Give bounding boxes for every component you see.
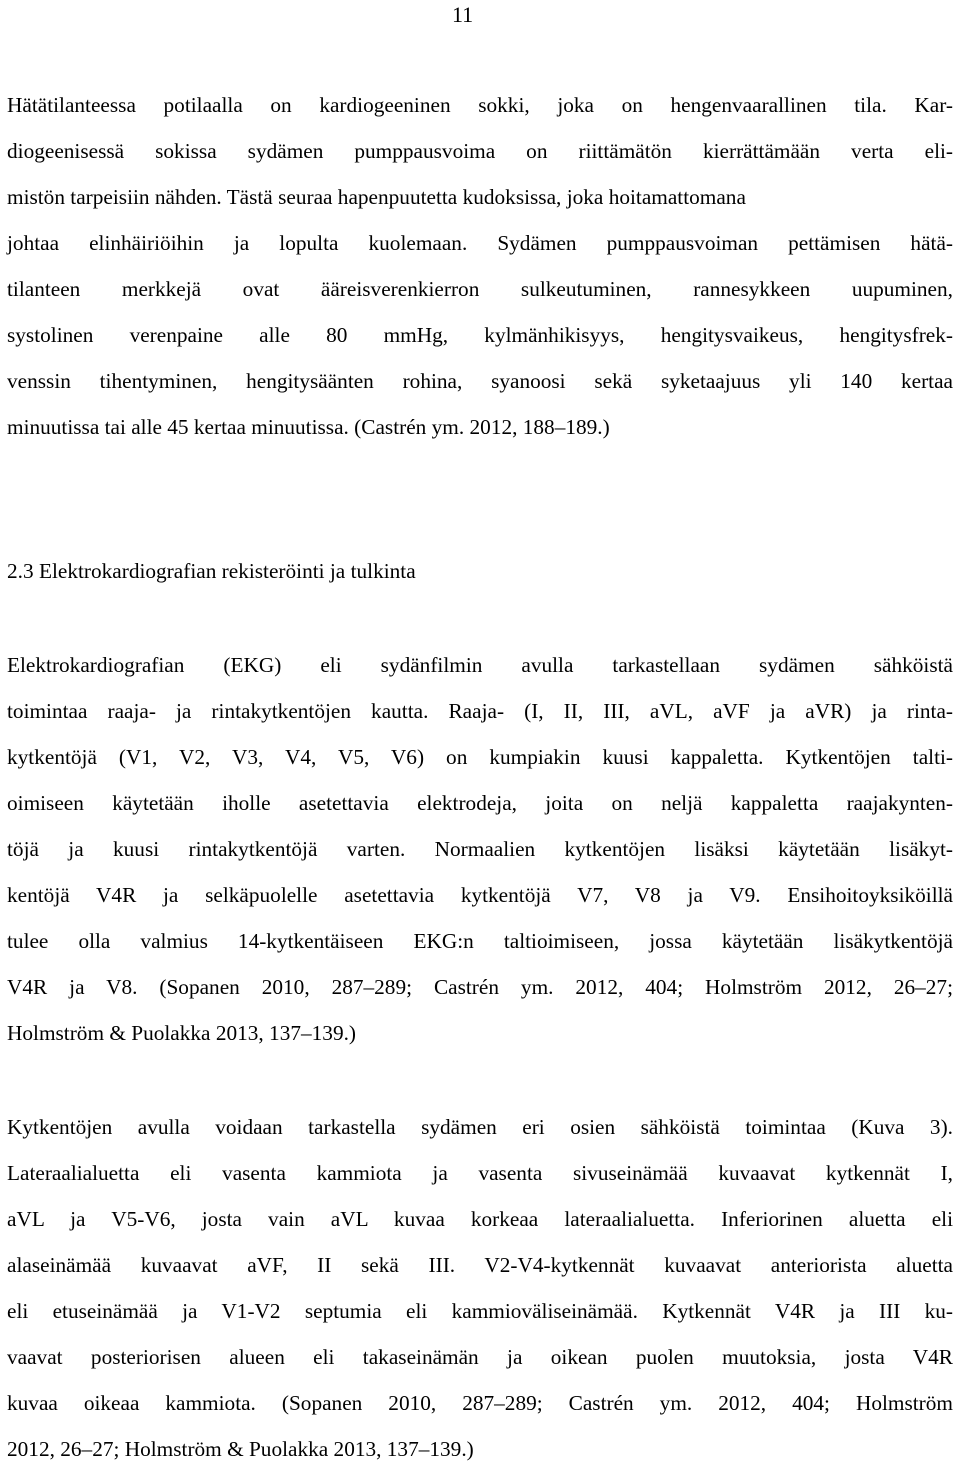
- text-line: systolinen verenpaine alle 80 mmHg, kylmänhikisyys, hengitysvaikeus, hengitysfrek-: [7, 323, 953, 347]
- text-line: kuvaa oikeaa kammiota. (Sopanen 2010, 287–289; Castrén ym. 2012, 404; Holmström: [7, 1391, 953, 1415]
- text-line: mistön tarpeisiin nähden. Tästä seuraa hapenpuutetta kudoksissa, joka hoitamattomana: [7, 185, 746, 209]
- text-line: Kytkentöjen avulla voidaan tarkastella sydämen eri osien sähköistä toimintaa (Kuva 3).: [7, 1115, 953, 1139]
- text-line: alaseinämää kuvaavat aVF, II sekä III. V2-V4-kytkennät kuvaavat anteriorista aluetta: [7, 1253, 953, 1277]
- section-heading: 2.3 Elektrokardiografian rekisteröinti ja tulkinta: [7, 559, 416, 583]
- text-line: Elektrokardiografian (EKG) eli sydänfilmin avulla tarkastellaan sydämen sähköistä: [7, 653, 953, 677]
- text-line: johtaa elinhäiriöihin ja lopulta kuolemaan. Sydämen pumppausvoiman pettämisen hätä-: [7, 231, 953, 255]
- text-line: tulee olla valmius 14-kytkentäiseen EKG:n taltioimiseen, jossa käytetään lisäkytkentöjä: [7, 929, 953, 953]
- text-line: V4R ja V8. (Sopanen 2010, 287–289; Castrén ym. 2012, 404; Holmström 2012, 26–27;: [7, 975, 953, 999]
- text-line: tilanteen merkkejä ovat ääreisverenkierron sulkeutuminen, rannesykkeen uupuminen,: [7, 277, 953, 301]
- text-line: diogeenisessä sokissa sydämen pumppausvoima on riittämätön kierrättämään verta eli-: [7, 139, 953, 163]
- text-line: Lateraalialuetta eli vasenta kammiota ja vasenta sivuseinämää kuvaavat kytkennät I,: [7, 1161, 953, 1185]
- text-line: aVL ja V5-V6, josta vain aVL kuvaa korkeaa lateraalialuetta. Inferiorinen aluetta eli: [7, 1207, 953, 1231]
- text-line: minuutissa tai alle 45 kertaa minuutissa. (Castrén ym. 2012, 188–189.): [7, 415, 610, 439]
- paragraph-ekg-rekisterointi: [7, 642, 953, 1056]
- text-line: töjä ja kuusi rintakytkentöjä varten. Normaalien kytkentöjen lisäksi käytetään lisäkyt-: [7, 837, 953, 861]
- text-line: eli etuseinämää ja V1-V2 septumia eli kammioväliseinämää. Kytkennät V4R ja III ku-: [7, 1299, 953, 1323]
- text-line: Hätätilanteessa potilaalla on kardiogeeninen sokki, joka on hengenvaarallinen tila. Kar-: [7, 93, 953, 117]
- text-line: 2012, 26–27; Holmström & Puolakka 2013, 137–139.): [7, 1437, 474, 1461]
- text-line: oimiseen käytetään iholle asetettavia elektrodeja, joita on neljä kappaletta raajakynten-: [7, 791, 953, 815]
- text-line: Holmström & Puolakka 2013, 137–139.): [7, 1021, 357, 1045]
- text-line: venssin tihentyminen, hengitysäänten rohina, syanoosi sekä syketaajuus yli 140 kertaa: [7, 369, 953, 393]
- text-line: toimintaa raaja- ja rintakytkentöjen kautta. Raaja- (I, II, III, aVL, aVF ja aVR) ja rinta-: [7, 699, 953, 723]
- text-line: kytkentöjä (V1, V2, V3, V4, V5, V6) on kumpiakin kuusi kappaletta. Kytkentöjen talti-: [7, 745, 953, 769]
- text-line: kentöjä V4R ja selkäpuolelle asetettavia kytkentöjä V7, V8 ja V9. Ensihoitoyksiköillä: [7, 883, 953, 907]
- text-line: vaavat posteriorisen alueen eli takaseinämän ja oikean puolen muutoksia, josta V4R: [7, 1345, 953, 1369]
- paragraph-kardiogeeninen-sokki: [7, 82, 953, 450]
- paragraph-kytkentojen-tulkinta: [7, 1104, 953, 1472]
- page-number: 11: [452, 2, 474, 27]
